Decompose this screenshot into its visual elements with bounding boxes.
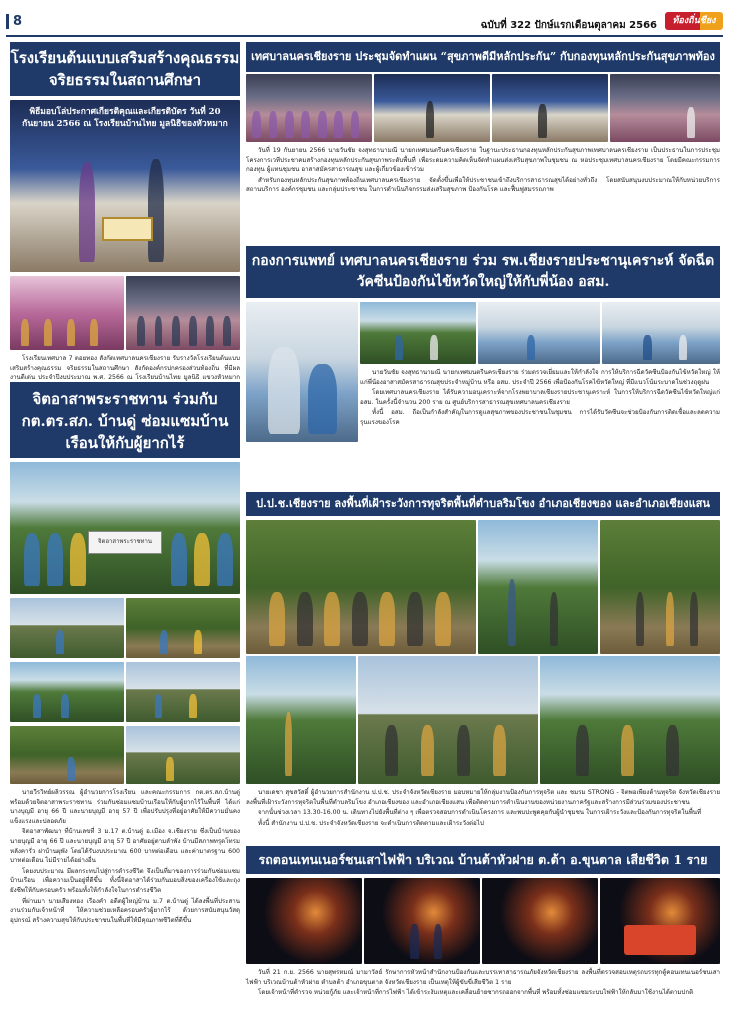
meeting-photo-3 <box>492 74 608 142</box>
paragraph: วันที่ 19 กันยายน 2566 นายวันชัย จงสุทธานามณี นายกเทศมนตรีนครเชียงราย ในฐานะประธานกองทุนหลักประกันสุขภาพเทศบาลนครเชียงราย เป็นประธานในการประชุมโครงการเวทีประชาคมสร้างกองทุนหลักประกันสุขภาพระดับพื้นที่ เพื่อระดมความคิดเห็นจัดทำแผนส่งเสริมสุขภาพในชุมชน ณ หอประชุมเทศบาลนครเชียงราย โดยมีคณะกรรมการกองทุน ผู้แทนชุมชน อาสาสมัครสาธารณสุข และผู้เกี่ยวข้องเข้าร่วม <box>246 147 720 174</box>
inspection-photo-2 <box>478 520 598 654</box>
accident-photo-2 <box>364 878 480 964</box>
inspection-photo-6 <box>540 656 720 784</box>
paragraph: ที่ผ่านมา นายเสียงทอง เรืองคำ อดีตผู้ใหญ่บ้าน ม.7 ต.บ้านดู่ ได้ลงพื้นที่ประสานงานร่วมกับเจ้าหน้าที่ ให้ความช่วยเหลือครอบครัวผู้ยากไร้ ด้วยการสนับสนุนวัสดุอุปกรณ์ สร้างความสุขให้กับประชาชนในพื้นที่ให้มีคุณภาพชีวิตที่ดีขึ้น <box>10 897 240 924</box>
paragraph: โรงเรียนเทศบาล 7 ดอยทอง สังกัดเทศบาลนครเชียงราย รับรางวัลโรงเรียนต้นแบบเสริมสร้างคุณธรรม จริยธรรมในสถานศึกษา สังกัดองค์กรปกครองส่วนท้องถิ่น ที่มีผลงานดีเด่น ประจำปีงบประมาณ พ.ศ. 2566 ณ โรงเรียนบ้านไทย มูลนิธิ แขวงหัวหมาก <box>10 355 240 382</box>
paragraph: ทั้งนี้ สำนักงาน ป.ป.ช. ประจำจังหวัดเชียงราย จะดำเนินการติดตามและเฝ้าระวังต่อไป <box>258 819 484 827</box>
vaccine-photo-2 <box>360 302 476 364</box>
vaccine-photo-4 <box>602 302 720 364</box>
repair-photo-5 <box>10 726 124 784</box>
meeting-photo-1 <box>246 74 372 142</box>
inspection-photo-4 <box>246 656 356 784</box>
accident-photo-3 <box>482 878 598 964</box>
award-banner-text: พิธีมอบโล่ประกาศเกียรติคุณและเกียรติบัตร วันที่ 20 กันยายน 2566 ณ โรงเรียนบ้านไทย มูลนิธิของหัวหมาก <box>22 107 228 129</box>
volunteer-group-photo <box>10 462 240 594</box>
article-text-right-3 <box>246 788 720 844</box>
paragraph: วันที่ 21 ก.ย. 2566 นายสุพรหมณ์ มามาวัลย์ รักษาการหัวหน้าสำนักงานป้องกันและบรรเทาสาธารณภัยจังหวัดเชียงราย ลงพื้นที่ตรวจสอบเหตุรถบรรทุกตู้คอนเทนเนอร์ชนเสาไฟฟ้า บริเวณบ้านต้าหัวฝาย ตำบลต้า อำเภอขุนตาล จังหวัดเชียงราย เป็นเหตุให้ผู้ขับขี่เสียชีวิต 1 ราย <box>246 969 720 986</box>
accident-photo-4 <box>600 878 720 964</box>
paragraph: ทั้งนี้ อสม. ถือเป็นกำลังสำคัญในการดูแลสุขภาพของประชาชนในชุมชน การได้รับวัคซีนจะช่วยป้องกันการติดเชื้อและลดความรุนแรงของโรค <box>360 409 720 426</box>
headline-left-2: จิตอาสาพระราชทาน ร่วมกับ กต.ตร.สภ. บ้านดู่ ซ่อมแซมบ้านเรือนให้กับผู้ยากไร้ <box>10 382 240 458</box>
headline-right-2: กองการแพทย์ เทศบาลนครเชียงราย ร่วม รพ.เชียงรายประชานุเคราะห์ จัดฉีดวัคซีนป้องกันไข้หวัดใหญ่ให้กับพี่น้อง อสม. <box>246 246 720 298</box>
paragraph: โดยเทศบาลนครเชียงราย ได้รับความอนุเคราะห์จากโรงพยาบาลเชียงรายประชานุเคราะห์ ในการให้บริการฉีดวัคซีนไข้หวัดใหญ่แก่ อสม. ในครั้งนี้จำนวน 200 ราย ณ ศูนย์บริการสาธารณสุขเทศบาลนครเชียงราย <box>360 389 720 406</box>
repair-photo-4 <box>126 662 240 722</box>
repair-photo-1 <box>10 598 124 658</box>
paragraph: โดยงบประมาณ มีผลกระทบไปสู่การดำรงชีวิต จึงเป็นที่มาของการร่วมกันซ่อมแซมบ้านเรือน เพื่อความเป็นอยู่ที่ดีขึ้น ทั้งนี้จิตอาสาได้ร่วมกันมอบสิ่งของเครื่องใช้และถุงยังชีพให้กับครอบครัว พร้อมทั้งให้กำลังใจในการดำรงชีวิต <box>10 867 240 894</box>
newspaper-logo: ท้องถิ่นชียง <box>665 12 723 30</box>
award-photo <box>10 100 240 272</box>
headline-right-1: เทศบาลนครเชียงราย ประชุมจัดทำแผน “สุขภาพดีมีหลักประกัน” กับกองทุนหลักประกันสุขภาพท้อง <box>246 42 720 72</box>
article-text-left-2 <box>10 788 240 1016</box>
article-text-right-4 <box>246 968 720 1018</box>
paragraph: นายวีรวิทย์ผลิวรรณ ผู้อำนวยการโรงเรียน และคณะกรรมการ กต.ตร.สภ.บ้านดู่ พร้อมด้วยจิตอาสาพระราชทาน ร่วมกันซ่อมแซมบ้านเรือนให้กับผู้ยากไร้ในพื้นที่ ได้แก่ นางบุญมี อายุ 66 ปี และนายบุญมี อายุ 57 ปี เพื่อปรับปรุงที่อยู่อาศัยให้มีความมั่นคงแข็งแรงและปลอดภัย <box>10 789 240 825</box>
group-photo-2 <box>126 276 240 350</box>
page-header <box>0 0 729 36</box>
vaccine-photo-main <box>246 302 358 442</box>
inspection-photo-3 <box>600 520 720 654</box>
page-number: 8 <box>6 14 22 29</box>
paragraph: โดยเจ้าหน้าที่ตำรวจ หน่วยกู้ภัย และเจ้าหน้าที่การไฟฟ้า ได้เข้าระงับเหตุและเคลื่อนย้ายซากรถออกจากพื้นที่ พร้อมทั้งซ่อมแซมระบบไฟฟ้าให้กลับมาใช้งานได้ตามปกติ <box>258 989 694 997</box>
inspection-photo-1 <box>246 520 476 654</box>
repair-photo-6 <box>126 726 240 784</box>
repair-photo-3 <box>10 662 124 722</box>
paragraph: นายเดชา สุขสวัสดิ์ ผู้อำนวยการสำนักงาน ป.ป.ช. ประจำจังหวัดเชียงราย มอบหมายให้กลุ่มงานป้องกันการทุจริต และ ชมรม STRONG - จิตพอเพียงต้านทุจริต จังหวัดเชียงราย ลงพื้นที่เฝ้าระวังการทุจริตในพื้นที่ตำบลริมโขง อำเภอเชียงของ และอำเภอเชียงแสน เพื่อติดตามการดำเนินงานของหน่วยงานภาครัฐและสร้างการมีส่วนร่วมของประชาชน <box>246 789 720 806</box>
paragraph: สำหรับกองทุนหลักประกันสุขภาพท้องถิ่นเทศบาลนครเชียงราย จัดตั้งขึ้นเพื่อให้ประชาชนเข้าถึงบริการสาธารณสุขได้อย่างทั่วถึง โดยสนับสนุนงบประมาณให้กับหน่วยบริการ สถานบริการ องค์กรชุมชน และกลุ่มประชาชน ในการดำเนินกิจกรรมส่งเสริมสุขภาพ ป้องกันโรค และฟื้นฟูสมรรถภาพ <box>246 176 720 194</box>
header-divider <box>6 35 723 37</box>
article-text-left-1 <box>10 354 240 380</box>
volunteer-sign: จิตอาสาพระราชทาน <box>88 531 162 555</box>
meeting-photo-2 <box>374 74 490 142</box>
inspection-photo-5 <box>358 656 538 784</box>
repair-photo-2 <box>126 598 240 658</box>
headline-right-4: รถตอนเทนเนอร์ชนเสาไฟฟ้า บริเวณ บ้านต้าหัวฝาย ต.ต้า อ.ขุนตาล เสียชีวิต 1 ราย <box>246 846 720 874</box>
headline-right-3: ป.ป.ช.เชียงราย ลงพื้นที่เฝ้าระวังการทุจริตพื้นที่ตำบลริมโขง อำเภอเชียงของ และอำเภอเชียงแสน <box>246 492 720 516</box>
article-text-right-2 <box>360 368 720 488</box>
group-photo-1 <box>10 276 124 350</box>
vaccine-photo-3 <box>478 302 600 364</box>
article-text-right-1 <box>246 146 720 242</box>
headline-left-1: โรงเรียนต้นแบบเสริมสร้างคุณธรรม จริยธรรมในสถานศึกษา <box>10 42 240 96</box>
meeting-photo-4 <box>610 74 720 142</box>
paragraph: จากนั้นช่วงเวลา 13.30-16.00 น. เดินทางไปยังพื้นที่ต่าง ๆ เพื่อตรวจสอบการดำเนินโครงการ และพบปะพูดคุยกับผู้นำชุมชน ในการเฝ้าระวังและป้องกันการทุจริตในพื้นที่ <box>258 809 702 817</box>
paragraph: จิตอาสาพัฒนา ที่บ้านเลขที่ 3 ม.17 ต.บ้านดู่ อ.เมือง จ.เชียงราย ซึ่งเป็นบ้านของนายบุญมี อายุ 66 ปี และนายบุญมี อายุ 57 ปี อาศัยอยู่ตามลำพัง บ้านมีสภาพทรุดโทรมหลังคารั่ว ฝาบ้านผุพัง โดยได้รับงบประมาณ 600 บาทต่อเดือน และค่ามาตรฐาน 600 บาทต่อเดือน ไม่มีรายได้อย่างอื่น <box>10 828 240 865</box>
accident-photo-1 <box>246 878 362 964</box>
paragraph: นายวันชัย จงสุทธานามณี นายกเทศมนตรีนครเชียงราย ร่วมตรวจเยี่ยมและให้กำลังใจ การให้บริการฉีดวัคซีนป้องกันไข้หวัดใหญ่ ให้แก่พี่น้องอาสาสมัครสาธารณสุขประจำหมู่บ้าน หรือ อสม. ประจำปี 2566 เพื่อป้องกันโรคไข้หวัดใหญ่ ที่มีแนวโน้มระบาดในช่วงฤดูฝน <box>360 369 720 386</box>
issue-label: ฉบับที่ 322 ปักษ์แรกเดือนตุลาคม 2566 <box>480 20 657 31</box>
